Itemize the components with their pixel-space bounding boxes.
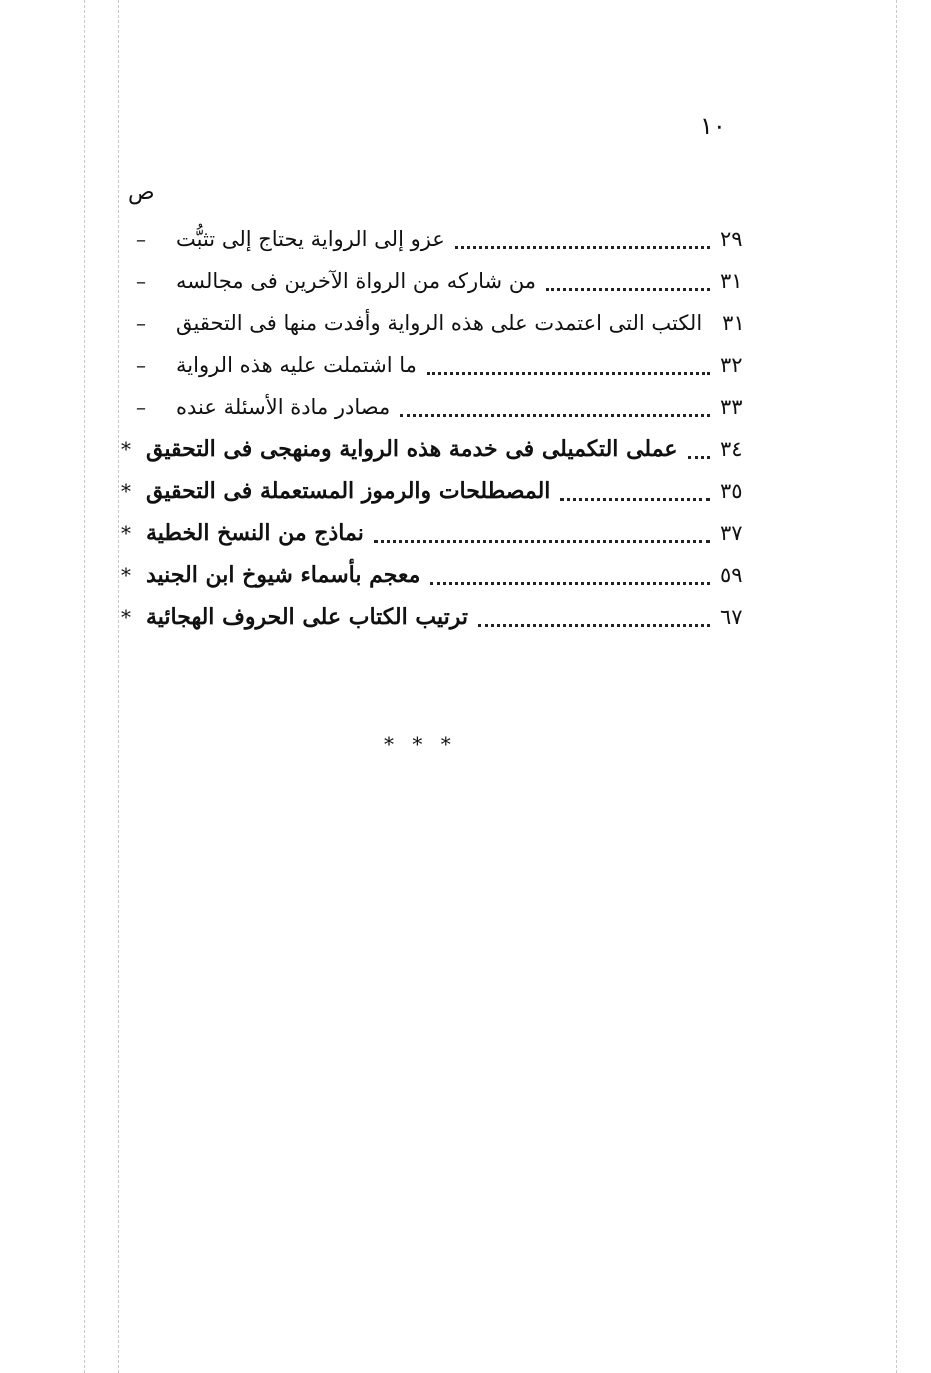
dot-leader bbox=[546, 288, 710, 291]
toc-entry-page: ٥٩ bbox=[720, 563, 743, 587]
asterisk-bullet: * bbox=[121, 479, 131, 503]
toc-entry-title: معجم بأسماء شيوخ ابن الجنيد bbox=[146, 562, 421, 588]
toc-entry bbox=[112, 260, 764, 302]
dot-leader bbox=[688, 456, 710, 459]
toc-entry-page: ٢٩ bbox=[720, 227, 743, 251]
scan-artifact-line bbox=[118, 0, 119, 1373]
toc-entry-page: ٣٤ bbox=[720, 437, 743, 461]
toc-entry-page: ٣٧ bbox=[720, 521, 743, 545]
dash-bullet: – bbox=[136, 269, 146, 293]
asterisk-bullet: * bbox=[121, 563, 131, 587]
asterisk-bullet: * bbox=[121, 521, 131, 545]
toc-entry-title: عزو إلى الرواية يحتاج إلى تثبُّت bbox=[176, 227, 445, 251]
asterisk-bullet: * bbox=[121, 605, 131, 629]
end-ornament: * * * bbox=[384, 732, 457, 756]
scan-artifact-line bbox=[84, 0, 85, 1373]
toc-entry-page: ٣٣ bbox=[720, 395, 743, 419]
toc-entry-title: نماذج من النسخ الخطية bbox=[146, 520, 364, 546]
toc-entry-page: ٣١ bbox=[722, 311, 745, 335]
toc-entry bbox=[112, 554, 764, 596]
toc-entry bbox=[112, 512, 764, 554]
dash-bullet: – bbox=[136, 395, 146, 419]
toc-entry-title: المصطلحات والرموز المستعملة فى التحقيق bbox=[146, 478, 551, 504]
toc-entry-title: ما اشتملت عليه هذه الرواية bbox=[176, 353, 417, 377]
page-number: ١٠ bbox=[700, 112, 726, 140]
toc-entry bbox=[112, 344, 764, 386]
scan-artifact-line bbox=[896, 0, 897, 1373]
toc-entry-title: مصادر مادة الأسئلة عنده bbox=[176, 395, 391, 419]
toc-entry bbox=[112, 218, 764, 260]
toc-entry-page: ٣٥ bbox=[720, 479, 743, 503]
toc-entry bbox=[112, 428, 764, 470]
toc-entry bbox=[112, 386, 764, 428]
dot-leader bbox=[478, 624, 710, 627]
dot-leader bbox=[400, 414, 710, 417]
table-of-contents bbox=[112, 218, 764, 638]
toc-entry bbox=[112, 596, 764, 638]
toc-entry-title: عملى التكميلى فى خدمة هذه الرواية ومنهجى فى التحقيق bbox=[146, 436, 678, 462]
toc-entry-page: ٣٢ bbox=[720, 353, 743, 377]
dot-leader bbox=[427, 372, 710, 375]
dash-bullet: – bbox=[136, 227, 146, 251]
dot-leader bbox=[560, 498, 710, 501]
dot-leader bbox=[455, 246, 710, 249]
toc-entry-title: الكتب التى اعتمدت على هذه الرواية وأفدت منها فى التحقيق bbox=[176, 311, 703, 335]
toc-entry-page: ٦٧ bbox=[720, 605, 743, 629]
dot-leader bbox=[374, 540, 710, 543]
toc-entry-title: ترتيب الكتاب على الحروف الهجائية bbox=[146, 604, 469, 630]
asterisk-bullet: * bbox=[121, 437, 131, 461]
dash-bullet: – bbox=[136, 311, 146, 335]
dash-bullet: – bbox=[136, 353, 146, 377]
toc-entry bbox=[112, 470, 764, 512]
dot-leader bbox=[430, 582, 710, 585]
page-column-header: ص bbox=[128, 180, 155, 205]
toc-entry-title: من شاركه من الرواة الآخرين فى مجالسه bbox=[176, 269, 537, 293]
toc-entry-page: ٣١ bbox=[720, 269, 743, 293]
toc-entry bbox=[112, 302, 764, 344]
